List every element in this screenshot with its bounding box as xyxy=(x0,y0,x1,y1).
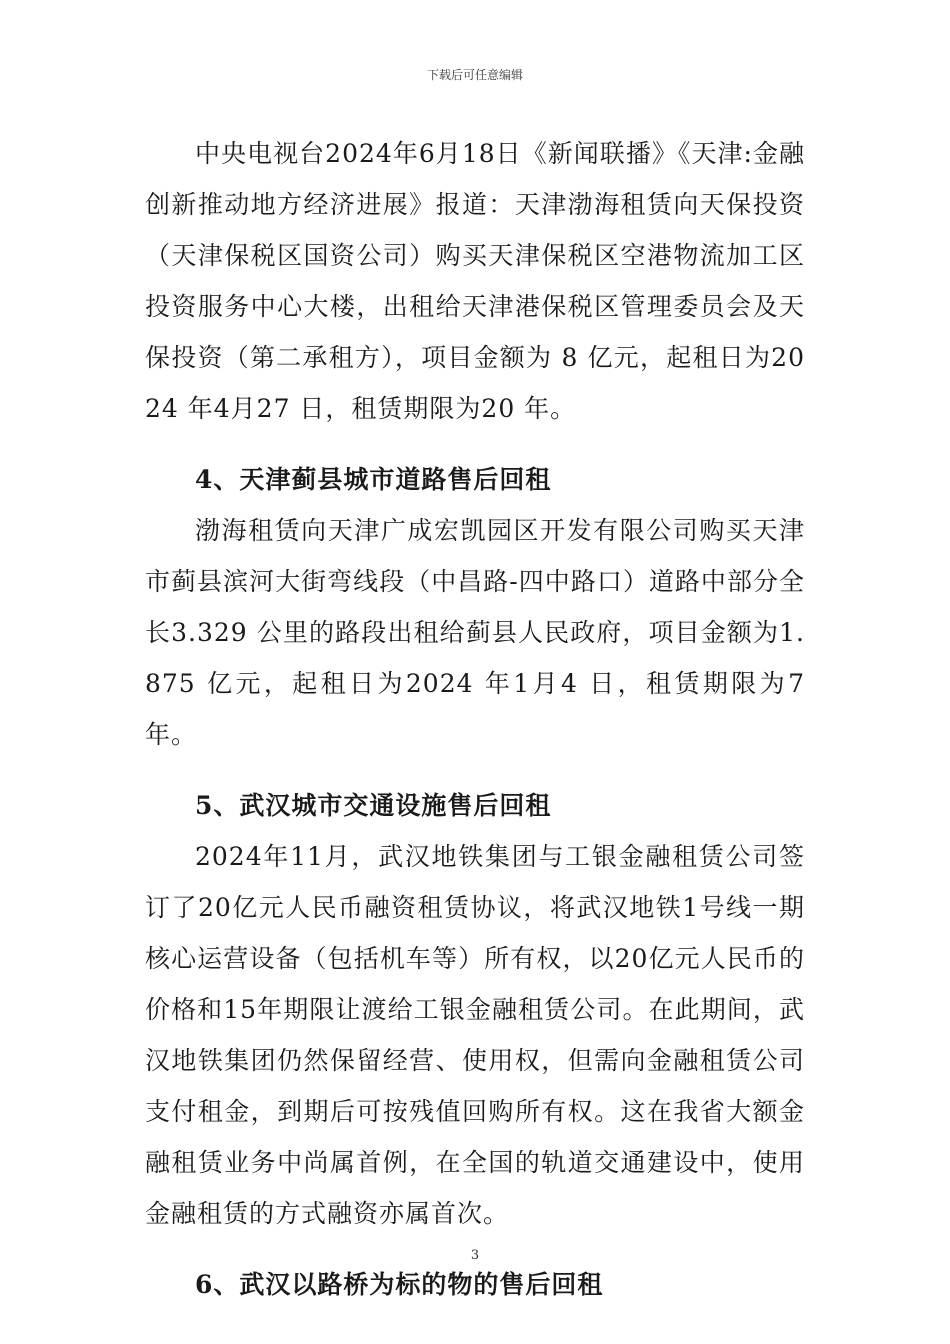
section-heading-5: 5、武汉城市交通设施售后回租 xyxy=(195,791,552,820)
document-body xyxy=(145,128,805,1310)
section-heading-6: 6、武汉以路桥为标的物的售后回租 xyxy=(195,1270,604,1299)
section-heading-4: 4、天津蓟县城市道路售后回租 xyxy=(195,465,552,494)
paragraph-jixian-road: 渤海租赁向天津广成宏凯园区开发有限公司购买天津市蓟县滨河大街弯线段（中昌路-四中路口）道路中部分全长3.329 公里的路段出租给蓟县人民政府，项目金额为1.875 亿元，起租日为2024 年1月4 日，租赁期限为7年。 xyxy=(145,516,805,749)
page-number: 3 xyxy=(470,1248,480,1263)
page-header-note: 下载后可任意编辑 xyxy=(426,68,523,82)
paragraph-wuhan-metro: 2024年11月，武汉地铁集团与工银金融租赁公司签订了20亿元人民币融资租赁协议，将武汉地铁1号线一期核心运营设备（包括机车等）所有权，以20亿元人民币的价格和15年期限让渡给工银金融租赁公司。在此期间，武汉地铁集团仍然保留经营、使用权，但需向金融租赁公司支付租金，到期后可按残值回购所有权。这在我省大额金融租赁业务中尚属首例，在全国的轨道交通建设中，使用金融租赁的方式融资亦属首次。 xyxy=(145,842,805,1228)
paragraph-cctv-report: 中央电视台2024年6月18日《新闻联播》《天津:金融创新推动地方经济进展》报道：天津渤海租赁向天保投资（天津保税区国资公司）购买天津保税区空港物流加工区投资服务中心大楼，出租给天津港保税区管理委员会及天保投资（第二承租方），项目金额为 8 亿元，起租日为2024 年4月27 日，租赁期限为20 年。 xyxy=(145,139,805,423)
